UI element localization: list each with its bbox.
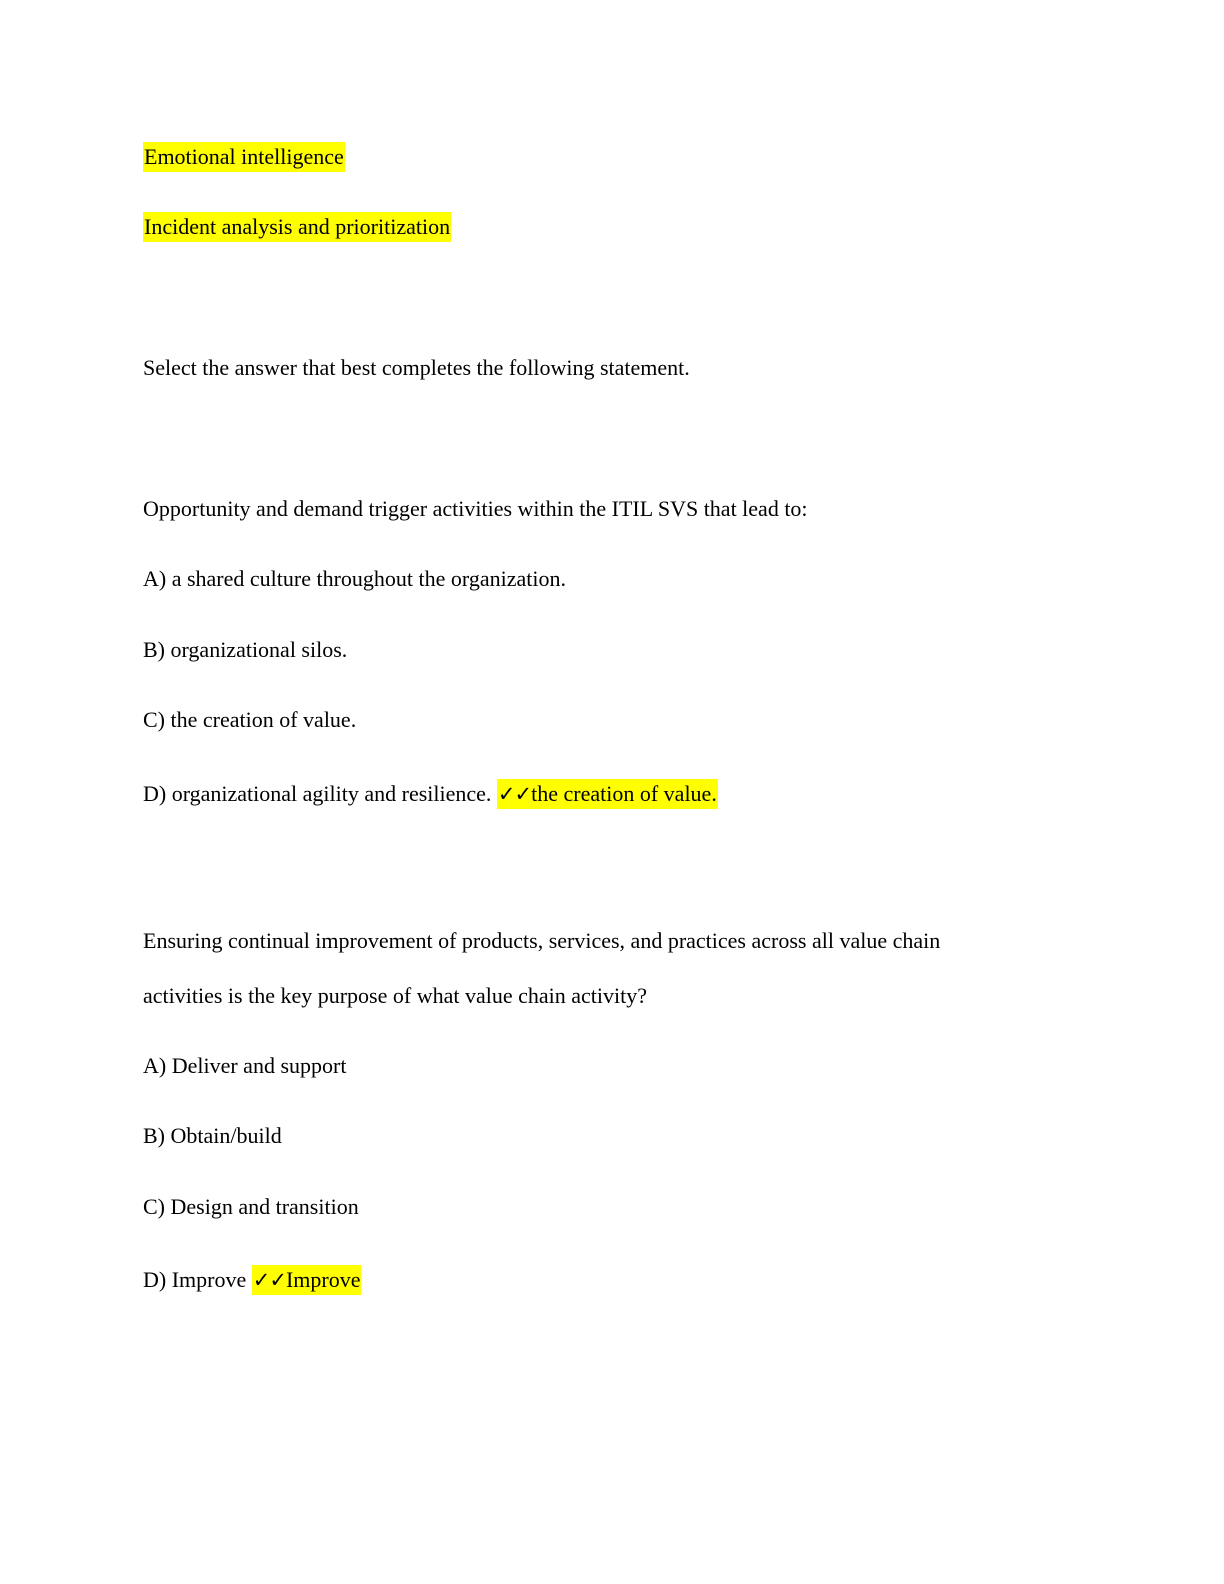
question-2-option-d-row [143,1267,361,1293]
question-2-option-b: B) Obtain/build [143,1123,282,1148]
question-1-option-d-row [143,781,718,807]
double-check-icon: ✓✓ [252,1268,286,1292]
question-1-answer [497,779,718,809]
highlighted-text: Incident analysis and prioritization [143,212,451,242]
double-check-icon: ✓✓ [497,782,532,806]
question-2-option-d: D) Improve [143,1267,247,1292]
topic-emotional-intelligence [143,144,345,170]
question-2-option-c: C) Design and transition [143,1194,359,1219]
question-2-answer [252,1265,362,1295]
question-1-prompt: Opportunity and demand trigger activities within the ITIL SVS that lead to: [143,496,808,521]
question-2-prompt-line-2: activities is the key purpose of what value chain activity? [143,983,648,1008]
question-1-option-a: A) a shared culture throughout the organization. [143,566,566,591]
question-2-option-a: A) Deliver and support [143,1053,347,1078]
highlighted-text: Emotional intelligence [143,142,345,172]
question-1-option-d: D) organizational agility and resilience. [143,781,492,806]
question-2-prompt-line-1: Ensuring continual improvement of products, services, and practices across all value chain [143,928,941,953]
topic-incident-analysis [143,214,451,240]
instruction-text: Select the answer that best completes the following statement. [143,355,690,380]
question-1-option-b: B) organizational silos. [143,637,348,662]
question-1-option-c: C) the creation of value. [143,707,357,732]
question-1-answer-text: the creation of value. [531,781,717,806]
question-2-answer-text: Improve [285,1267,361,1292]
